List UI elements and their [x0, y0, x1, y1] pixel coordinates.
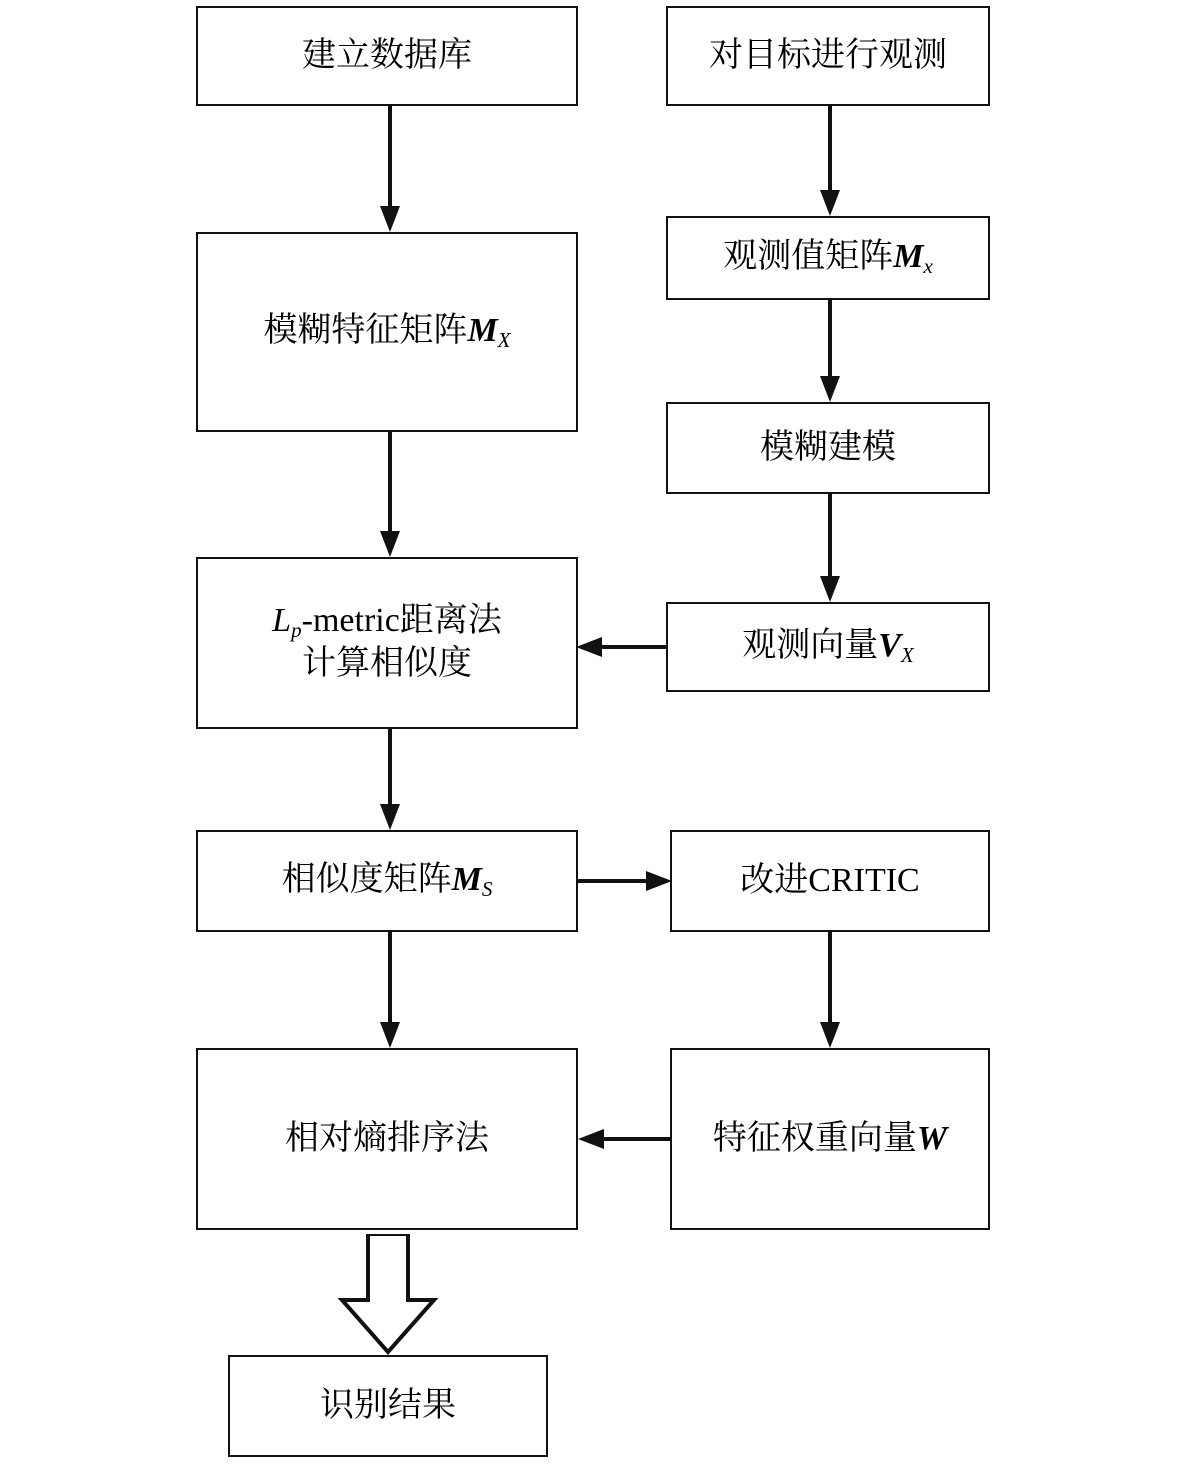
arrow-fuzzy-feature-matrix-to-lp-metric — [372, 432, 408, 559]
node-label: 观测值矩阵$M_x$ — [723, 238, 933, 279]
node-observe-target — [666, 6, 990, 106]
arrow-feature-weight-vector-to-relative-entropy — [578, 1121, 672, 1157]
node-label: 相似度矩阵$M_S$ — [281, 861, 493, 902]
node-relative-entropy-ranking — [196, 1048, 578, 1230]
node-fuzzy-modeling — [666, 402, 990, 494]
node-observation-value-matrix — [666, 216, 990, 300]
node-label: 改进CRITIC — [740, 861, 920, 899]
math-symbol-M: M — [451, 861, 482, 899]
math-symbol-M: M — [467, 312, 498, 350]
node-label: 特征权重向量W — [712, 1119, 948, 1157]
node-feature-weight-vector — [670, 1048, 990, 1230]
node-label: 建立数据库 — [302, 36, 472, 74]
arrow-observation-vector-to-lp-metric — [576, 629, 668, 665]
node-label: 观测向量$V_X$ — [742, 627, 914, 668]
node-fuzzy-feature-matrix — [196, 232, 578, 432]
math-subscript: x — [923, 254, 933, 279]
node-similarity-matrix — [196, 830, 578, 932]
arrow-observation-value-matrix-to-fuzzy-modeling — [812, 300, 848, 404]
node-label: 识别结果 — [320, 1386, 456, 1424]
math-symbol-M: M — [893, 238, 924, 276]
node-label: 模糊特征矩阵$M_X$ — [263, 312, 511, 353]
node-label: 模糊建模 — [760, 428, 896, 466]
node-label: $L_p$-metric距离法 计算相似度 — [272, 602, 502, 683]
block-arrow-to-recognition-result — [322, 1234, 454, 1356]
arrow-fuzzy-modeling-to-observation-vector — [812, 494, 848, 604]
node-lp-metric-similarity — [196, 557, 578, 729]
arrow-improved-critic-to-feature-weight-vector — [812, 932, 848, 1050]
math-symbol-V: V — [878, 627, 901, 665]
node-improved-critic — [670, 830, 990, 932]
math-symbol-L: L — [272, 602, 292, 640]
math-subscript: X — [497, 328, 511, 353]
math-symbol-W: W — [916, 1119, 948, 1157]
arrow-build-database-to-fuzzy-feature-matrix — [372, 106, 408, 234]
arrow-similarity-matrix-to-relative-entropy — [372, 932, 408, 1050]
arrow-observe-target-to-observation-value-matrix — [812, 106, 848, 218]
math-subscript: X — [900, 643, 914, 668]
math-subscript: p — [291, 618, 302, 643]
arrow-similarity-matrix-to-improved-critic — [578, 863, 672, 899]
arrow-lp-metric-to-similarity-matrix — [372, 729, 408, 832]
node-label: 相对熵排序法 — [285, 1119, 489, 1157]
node-observation-vector — [666, 602, 990, 692]
math-subscript: S — [481, 877, 493, 902]
node-label: 对目标进行观测 — [709, 36, 947, 74]
node-recognition-result — [228, 1355, 548, 1457]
node-build-database — [196, 6, 578, 106]
